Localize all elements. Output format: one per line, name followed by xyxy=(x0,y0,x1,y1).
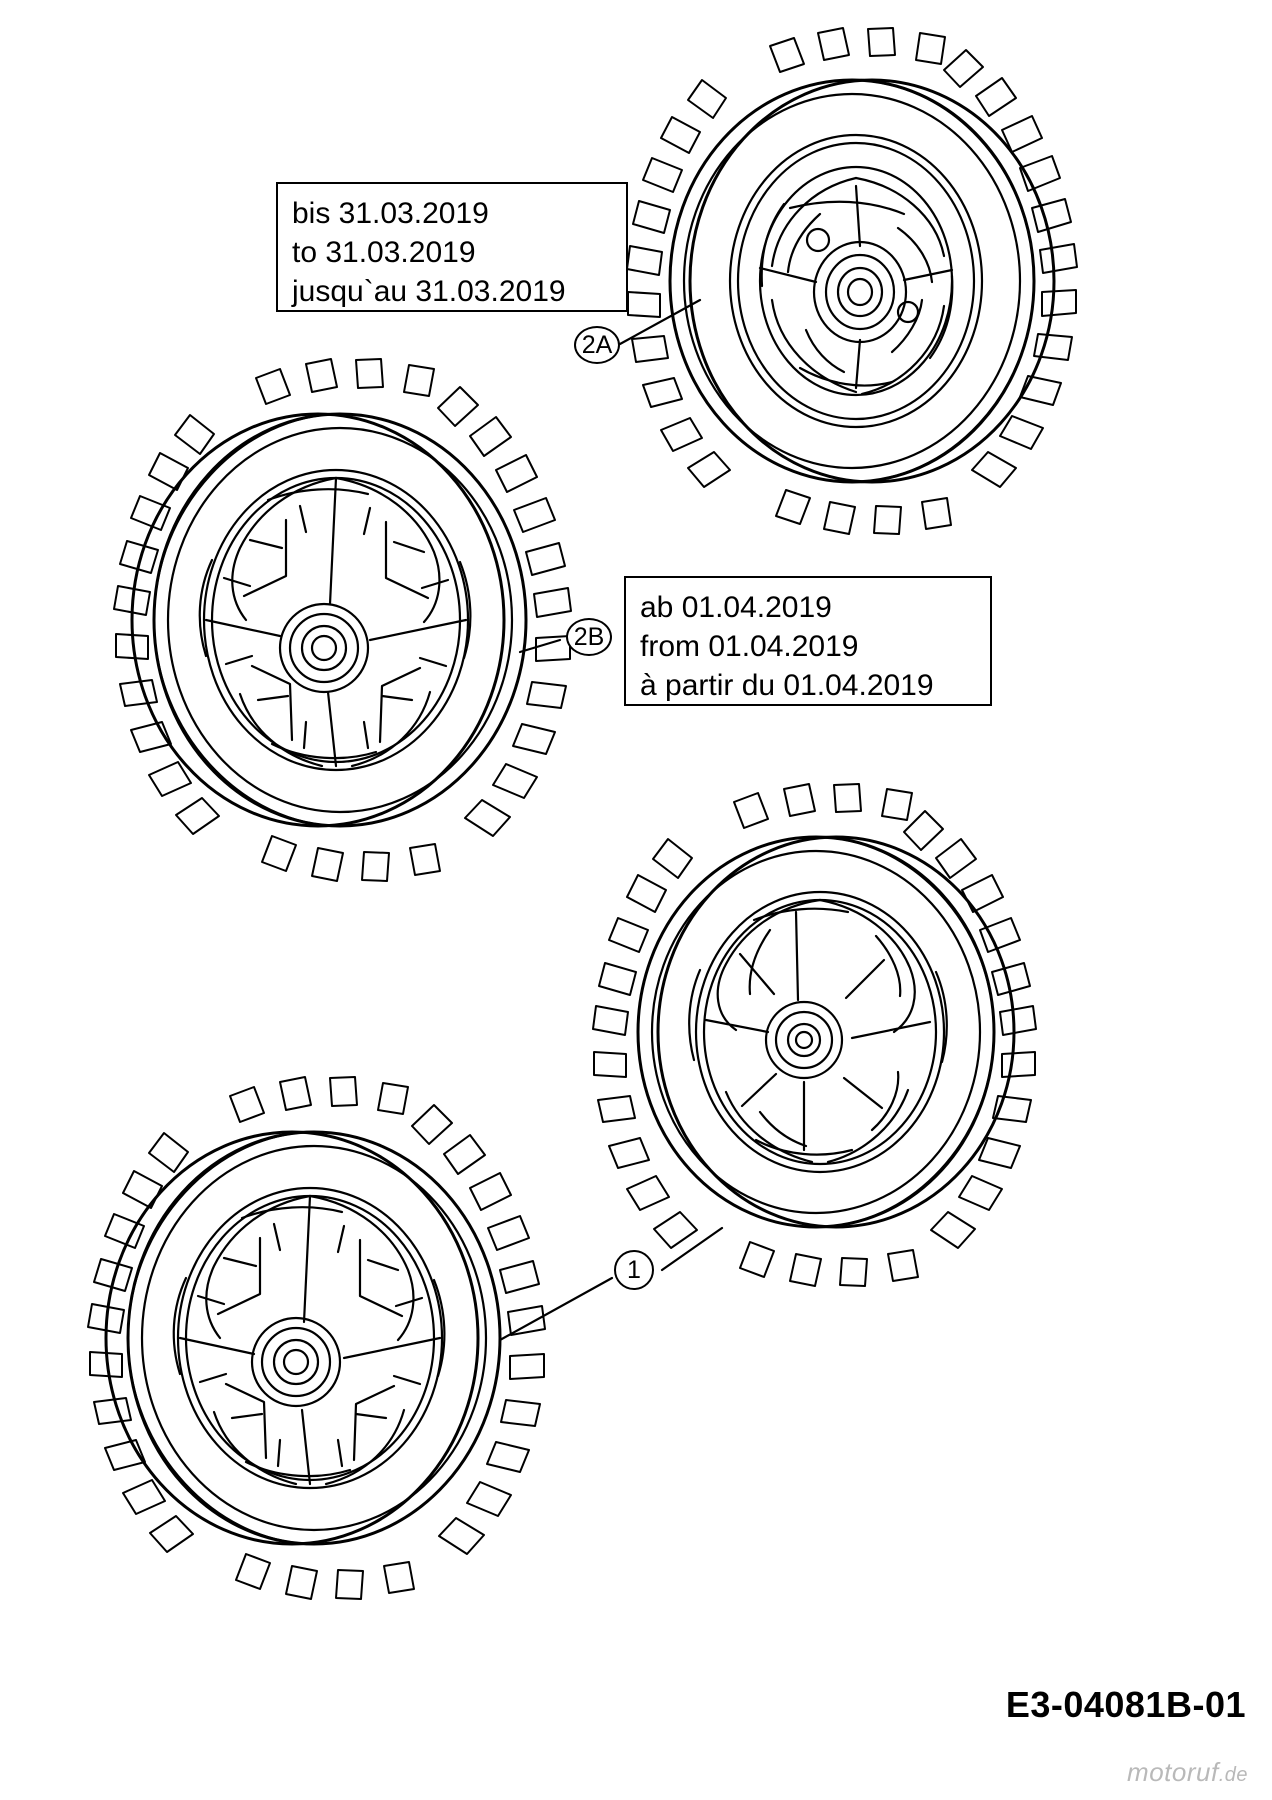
note-a-line-en: to 31.03.2019 xyxy=(292,236,476,269)
note-box-valid-from xyxy=(624,576,992,706)
watermark xyxy=(1127,1757,1248,1788)
note-a-line-fr: jusqu`au 31.03.2019 xyxy=(292,275,566,308)
wheel-2b-graphic xyxy=(114,359,571,881)
drawing-code: E3-04081B-01 xyxy=(1005,1684,1246,1725)
wheel-2a-graphic xyxy=(620,28,1077,534)
note-b-line-de: ab 01.04.2019 xyxy=(640,591,832,624)
note-a-line-de: bis 31.03.2019 xyxy=(292,197,489,230)
callout-1[interactable]: 1 xyxy=(614,1250,654,1290)
watermark-tld: .de xyxy=(1218,1764,1248,1786)
note-b-line-fr: à partir du 01.04.2019 xyxy=(640,669,934,702)
note-box-valid-until xyxy=(276,182,628,312)
callout-2a[interactable]: 2A xyxy=(574,326,620,364)
watermark-text: motoruf xyxy=(1127,1757,1219,1787)
note-b-line-en: from 01.04.2019 xyxy=(640,630,859,663)
wheel-1a-graphic xyxy=(593,784,1036,1286)
callout-2b[interactable]: 2B xyxy=(566,618,612,656)
wheel-1b-graphic xyxy=(88,1077,612,1599)
